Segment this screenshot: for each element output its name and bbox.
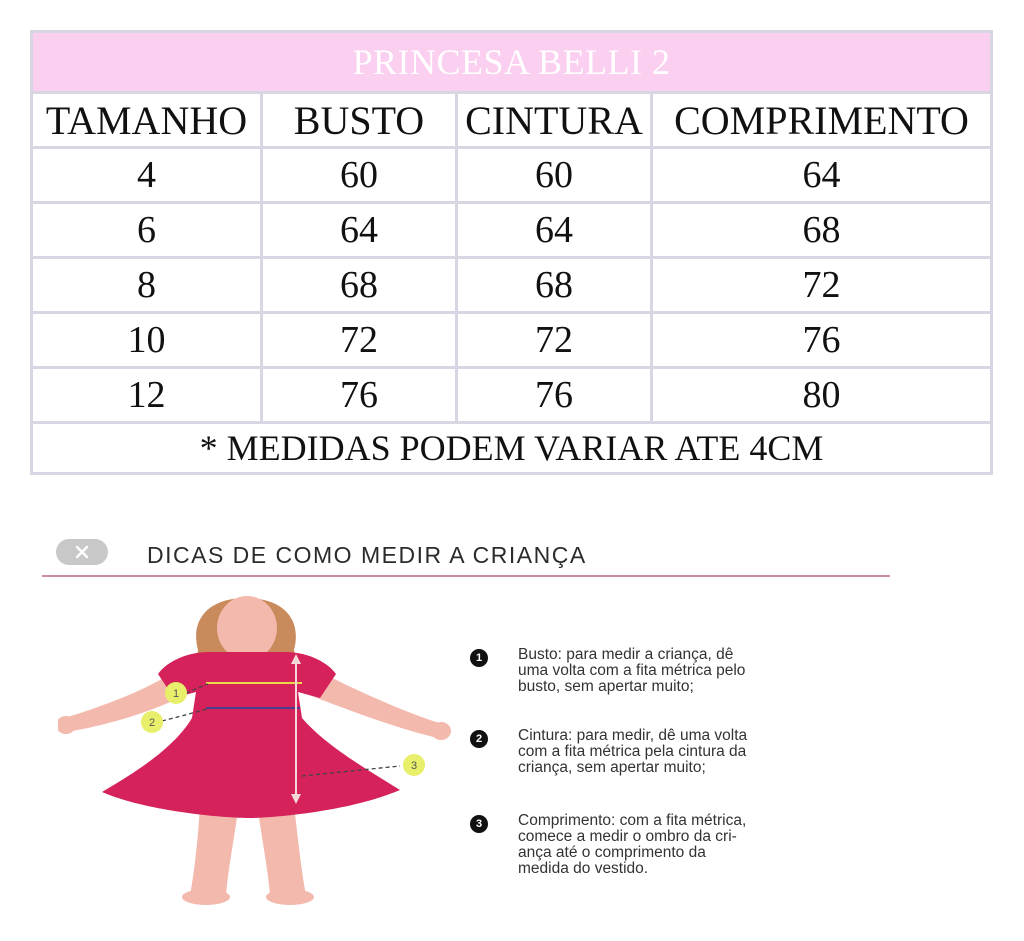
table-row [32,203,992,258]
cell-busto: 60 [262,148,457,203]
table-row [32,368,992,423]
tip-text: Cintura: para medir, dê uma volta com a fita métrica pela cintura da criança, sem apertar muito; [518,727,748,776]
dress [102,652,400,818]
size-table [30,30,993,475]
tip-number: 1 [470,649,488,667]
child-face [217,596,277,660]
cell-cintura: 60 [457,148,652,203]
tips-divider [42,575,890,577]
cell-cintura: 72 [457,313,652,368]
cell-cintura: 64 [457,203,652,258]
cell-busto: 72 [262,313,457,368]
cell-busto: 68 [262,258,457,313]
child-legs [190,805,306,895]
cell-tamanho: 10 [32,313,262,368]
tip-text: Comprimento: com a fita métrica, comece a medir o ombro da cri- ança até o comprimento da medida do vestido. [518,812,747,877]
close-icon[interactable] [56,539,108,565]
cell-comprimento: 80 [652,368,992,423]
marker-2-label: 2 [148,717,156,729]
table-header-row [32,93,992,148]
table-title: PRINCESA BELLI 2 [32,32,992,93]
table-row [32,148,992,203]
marker-3-label: 3 [410,760,418,772]
child-dress-illustration [58,590,458,910]
cell-comprimento: 64 [652,148,992,203]
table-row [32,313,992,368]
tips-title: DICAS DE COMO MEDIR A CRIANÇA [147,542,587,568]
cell-tamanho: 4 [32,148,262,203]
cell-tamanho: 12 [32,368,262,423]
cell-comprimento: 68 [652,203,992,258]
child-foot [182,889,230,905]
header-tamanho: TAMANHO [32,93,262,148]
header-comprimento: COMPRIMENTO [652,93,992,148]
child-foot [266,889,314,905]
cell-comprimento: 72 [652,258,992,313]
header-busto: BUSTO [262,93,457,148]
table-note: * MEDIDAS PODEM VARIAR ATE 4CM [32,423,992,474]
tip-number: 2 [470,730,488,748]
cell-busto: 76 [262,368,457,423]
header-cintura: CINTURA [457,93,652,148]
marker-1-label: 1 [172,688,180,700]
child-hand [431,722,451,740]
tip-number: 3 [470,815,488,833]
cell-busto: 64 [262,203,457,258]
cell-cintura: 76 [457,368,652,423]
table-row [32,258,992,313]
cell-comprimento: 76 [652,313,992,368]
cell-tamanho: 8 [32,258,262,313]
tips-header [42,534,892,580]
tip-text: Busto: para medir a criança, dê uma volta com a fita métrica pelo busto, sem apertar muito; [518,646,746,695]
cell-tamanho: 6 [32,203,262,258]
cell-cintura: 68 [457,258,652,313]
